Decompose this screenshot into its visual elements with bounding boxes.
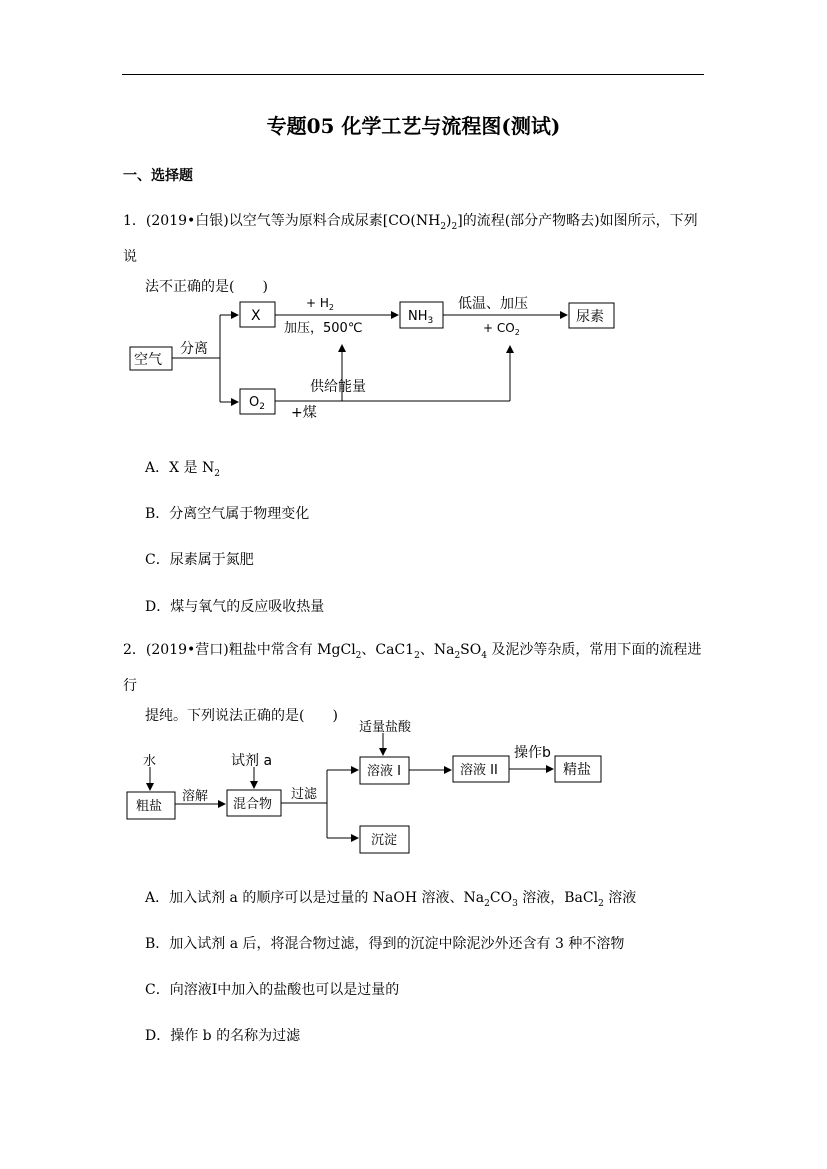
label-air: 空气 [134,352,162,368]
q1-option-a[interactable]: A．X 是 $N_2$ [145,460,220,479]
question-number: 1． [123,213,146,229]
label-mixture: 混合物 [233,797,273,812]
label-crude-salt: 粗盐 [136,799,163,814]
question-number: 2． [123,642,146,658]
label-nh3: $NH_3$ [408,309,434,326]
q2-option-b[interactable]: B．加入试剂 a 后，将混合物过滤，得到的沉淀中除泥沙外还含有 3 种不溶物 [145,936,625,952]
label-solution1: 溶液 I [367,764,401,779]
section-title: 一、选择题 [123,168,193,184]
label-operation-b: 操作b [514,745,551,761]
page-title: 专题05 化学工艺与流程图(测试) [266,114,561,138]
question-1: 1．(2019•白银)以空气等为原料合成尿素$[CO(NH_2)_2]$的流程(部分产物略去)如图所示，下列说 法不正确的是( ) [123,213,698,295]
label-urea: 尿素 [576,309,604,325]
q1-option-b[interactable]: B．分离空气属于物理变化 [145,506,310,522]
label-condition: 加压，500℃ [284,321,363,336]
label-water: 水 [143,754,157,769]
label-filter: 过滤 [291,787,318,802]
label-plus-coal: +煤 [291,405,317,421]
label-separate: 分离 [180,341,208,357]
label-plus-co2: + $CO_2$ [483,321,520,337]
label-energy: 供给能量 [310,379,366,395]
label-x: X [251,308,261,324]
q2-option-c[interactable]: C．向溶液Ⅰ中加入的盐酸也可以是过量的 [145,982,400,998]
label-acid: 适量盐酸 [359,720,412,735]
label-solution2: 溶液 II [460,763,498,778]
q2-option-d[interactable]: D．操作 b 的名称为过滤 [145,1028,301,1044]
label-refined-salt: 精盐 [563,762,591,778]
q2-option-a[interactable]: A．加入试剂 a 的顺序可以是过量的 NaOH 溶液、$Na_2CO_3$ 溶液，BaCl$_2$ 溶液 [145,890,637,909]
label-low-temp: 低温、加压 [458,296,528,312]
label-plus-h2: + $H_2$ [306,296,334,312]
label-dissolve: 溶解 [182,789,209,804]
question-2: 2．(2019•营口)粗盐中常含有 MgCl$_2$、$CaC1_2$、$Na_2SO_4$ 及泥沙等杂质，常用下面的流程进行 提纯。下列说法正确的是( ) [123,642,702,724]
label-reagent-a: 试剂 a [231,753,273,769]
label-o2: $O_2$ [249,395,265,412]
q1-option-d[interactable]: D．煤与氧气的反应吸收热量 [145,599,325,615]
q1-option-c[interactable]: C．尿素属于氮肥 [145,552,254,568]
label-precipitate: 沉淀 [371,833,398,848]
